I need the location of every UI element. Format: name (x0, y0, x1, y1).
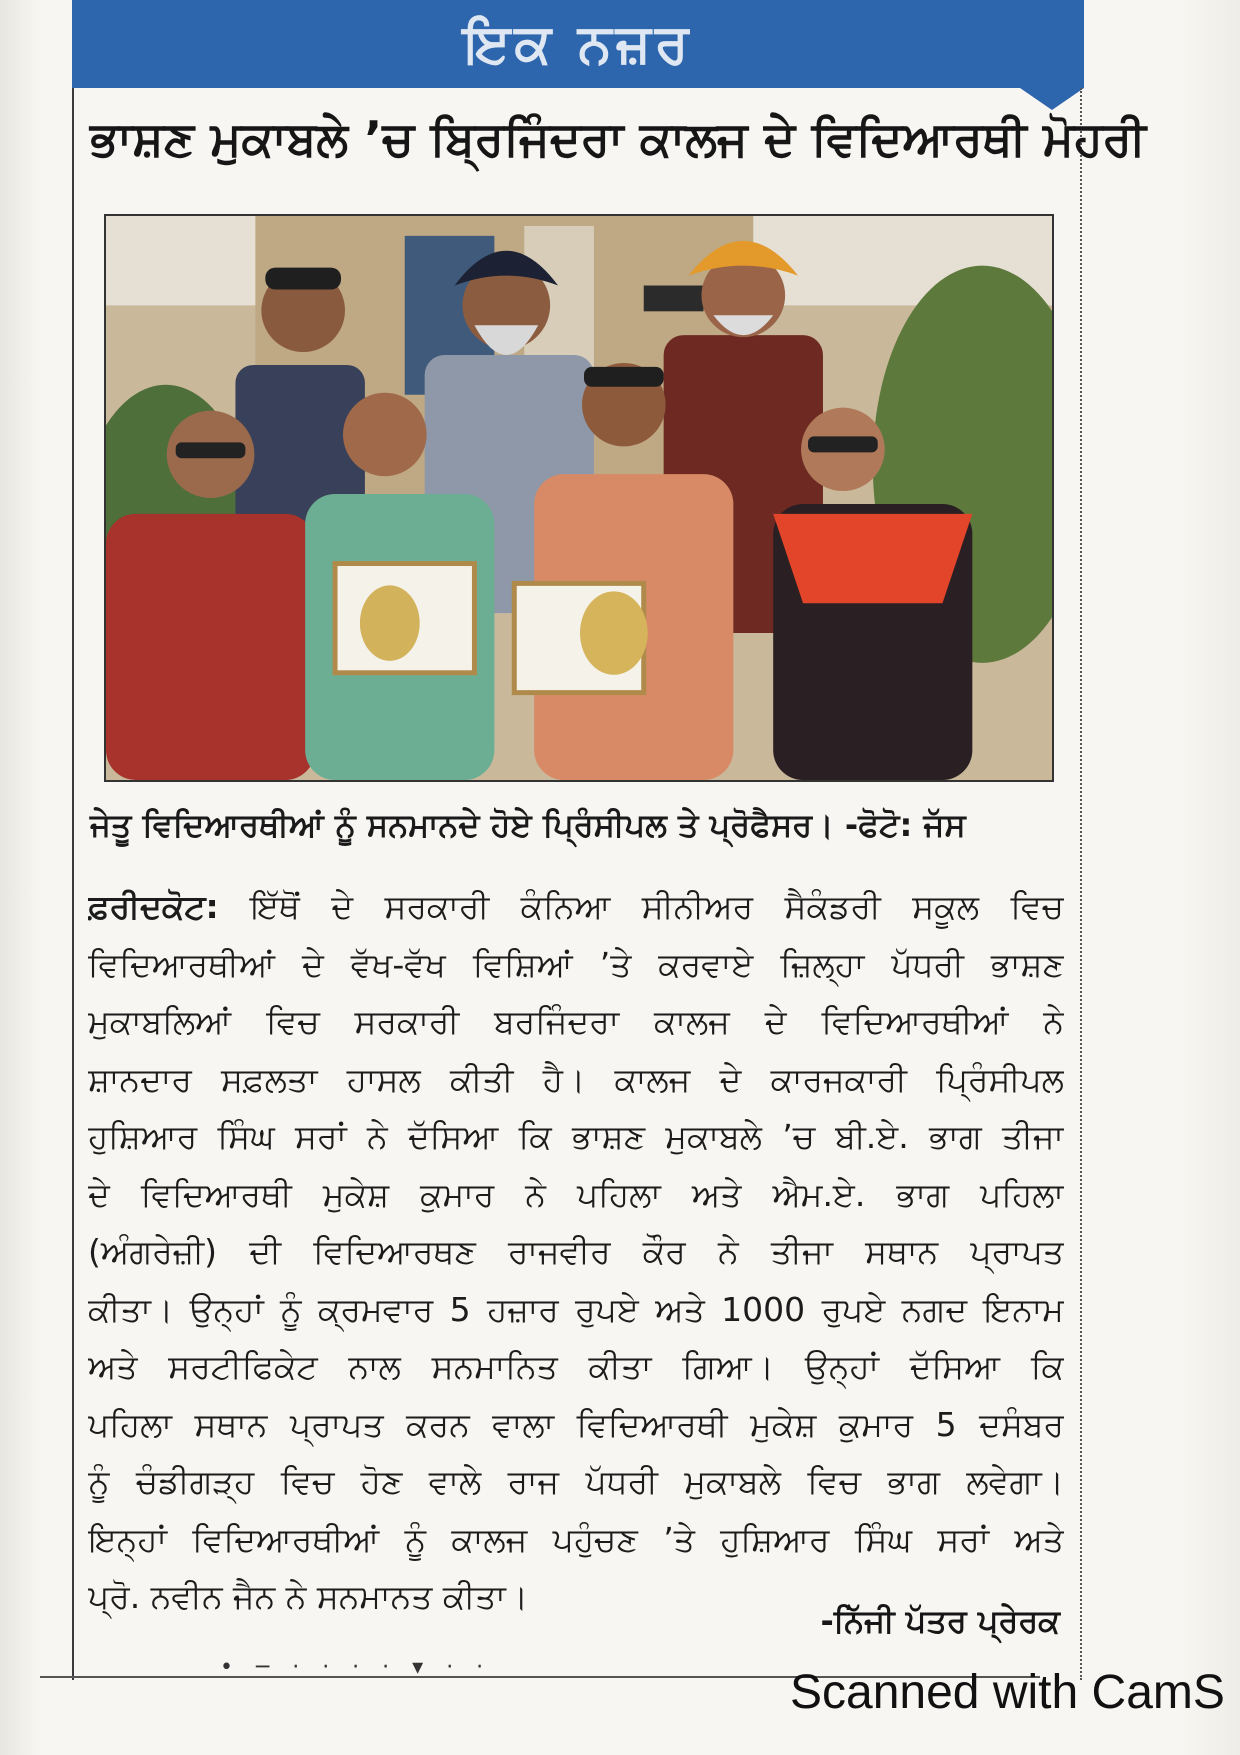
photo-caption: ਜੇਤੂ ਵਿਦਿਆਰਥੀਆਂ ਨੂੰ ਸਨਮਾਨਦੇ ਹੋਏ ਪ੍ਰਿੰਸੀਪਲ ਤੇ ਪ੍ਰੋਫੈਸਰ। -ਫੋਟੋ: ਜੱਸ (90, 806, 966, 844)
photo-sign (644, 286, 704, 312)
article-body (88, 878, 1064, 1626)
article-line-10: ਪਹਿਲਾ ਸਥਾਨ ਪ੍ਰਾਪਤ ਕਰਨ ਵਾਲਾ ਵਿਦਿਆਰਥੀ ਮੁਕੇਸ਼ ਕੁਮਾਰ 5 ਦਸੰਬਰ (88, 1404, 1064, 1444)
cut-off-text-fragment: • ─ · · · · ▾ · · (220, 1655, 492, 1675)
article-line-3: ਮੁਕਾਬਲਿਆਂ ਵਿਚ ਸਰਕਾਰੀ ਬਰਜਿੰਦਰਾ ਕਾਲਜ ਦੇ ਵਿਦਿਆਰਥੀਆਂ ਨੇ (88, 1002, 1064, 1041)
article-headline: ਭਾਸ਼ਣ ਮੁਕਾਬਲੇ ’ਚ ਬ੍ਰਿਜਿੰਦਰਾ ਕਾਲਜ ਦੇ ਵਿਦਿਆਰਥੀ ਮੋਹਰੀ (90, 112, 1147, 167)
section-banner: ਇਕ ਨਜ਼ਰ (72, 0, 1084, 88)
article-line-7: (ਅੰਗਰੇਜ਼ੀ) ਦੀ ਵਿਦਿਆਰਥਣ ਰਾਜਵੀਰ ਕੌਰ ਨੇ ਤੀਜਾ ਸਥਾਨ ਪ੍ਰਾਪਤ (88, 1232, 1064, 1271)
article-line-2: ਵਿਦਿਆਰਥੀਆਂ ਦੇ ਵੱਖ-ਵੱਖ ਵਿਸ਼ਿਆਂ ’ਤੇ ਕਰਵਾਏ ਜ਼ਿਲ੍ਹਾ ਪੱਧਰੀ ਭਾਸ਼ਣ (88, 944, 1064, 984)
news-photo (104, 214, 1054, 782)
article-line-13: ਪ੍ਰੋ. ਨਵੀਨ ਜੈਨ ਨੇ ਸਨਮਾਨਤ ਕੀਤਾ। (88, 1577, 529, 1616)
article-line-8: ਕੀਤਾ। ਉਨ੍ਹਾਂ ਨੂੰ ਕ੍ਰਮਵਾਰ 5 ਹਜ਼ਾਰ ਰੁਪਏ ਅਤੇ 1000 ਰੁਪਏ ਨਗਦ ਇਨਾਮ (88, 1289, 1064, 1329)
article-dateline: ਫ਼ਰੀਦਕੋਟ: (88, 887, 219, 926)
article-byline: -ਨਿੱਜੀ ਪੱਤਰ ਪ੍ਰੇਰਕ (820, 1602, 1060, 1640)
group-photo-illustration (106, 216, 1052, 780)
scanner-watermark: Scanned with CamS (790, 1668, 1225, 1718)
article-line-9: ਅਤੇ ਸਰਟੀਫਿਕੇਟ ਨਾਲ ਸਨਮਾਨਿਤ ਕੀਤਾ ਗਿਆ। ਉਨ੍ਹਾਂ ਦੱਸਿਆ ਕਿ (88, 1347, 1064, 1386)
article-line-5: ਹੁਸ਼ਿਆਰ ਸਿੰਘ ਸਰਾਂ ਨੇ ਦੱਸਿਆ ਕਿ ਭਾਸ਼ਣ ਮੁਕਾਬਲੇ ’ਚ ਬੀ.ਏ. ਭਾਗ ਤੀਜਾ (88, 1117, 1064, 1156)
article-line-1 (88, 878, 1064, 936)
article-text: ਇੱਥੋਂ ਦੇ ਸਰਕਾਰੀ ਕੰਨਿਆ ਸੀਨੀਅਰ ਸੈਕੰਡਰੀ ਸਕੂਲ ਵਿਚ (250, 887, 1064, 926)
article-line-4: ਸ਼ਾਨਦਾਰ ਸਫ਼ਲਤਾ ਹਾਸਲ ਕੀਤੀ ਹੈ। ਕਾਲਜ ਦੇ ਕਾਰਜਕਾਰੀ ਪ੍ਰਿੰਸੀਪਲ (88, 1059, 1064, 1099)
article-line-11: ਨੂੰ ਚੰਡੀਗੜ੍ਹ ਵਿਚ ਹੋਣ ਵਾਲੇ ਰਾਜ ਪੱਧਰੀ ਮੁਕਾਬਲੇ ਵਿਚ ਭਾਗ ਲਵੇਗਾ। (88, 1462, 1064, 1501)
article-line-6: ਦੇ ਵਿਦਿਆਰਥੀ ਮੁਕੇਸ਼ ਕੁਮਾਰ ਨੇ ਪਹਿਲਾ ਅਤੇ ਐਮ.ਏ. ਭਾਗ ਪਹਿਲਾ (88, 1174, 1064, 1214)
article-line-12: ਇਨ੍ਹਾਂ ਵਿਦਿਆਰਥੀਆਂ ਨੂੰ ਕਾਲਜ ਪਹੁੰਚਣ ’ਤੇ ਹੁਸ਼ਿਆਰ ਸਿੰਘ ਸਰਾਂ ਅਤੇ (88, 1519, 1064, 1559)
